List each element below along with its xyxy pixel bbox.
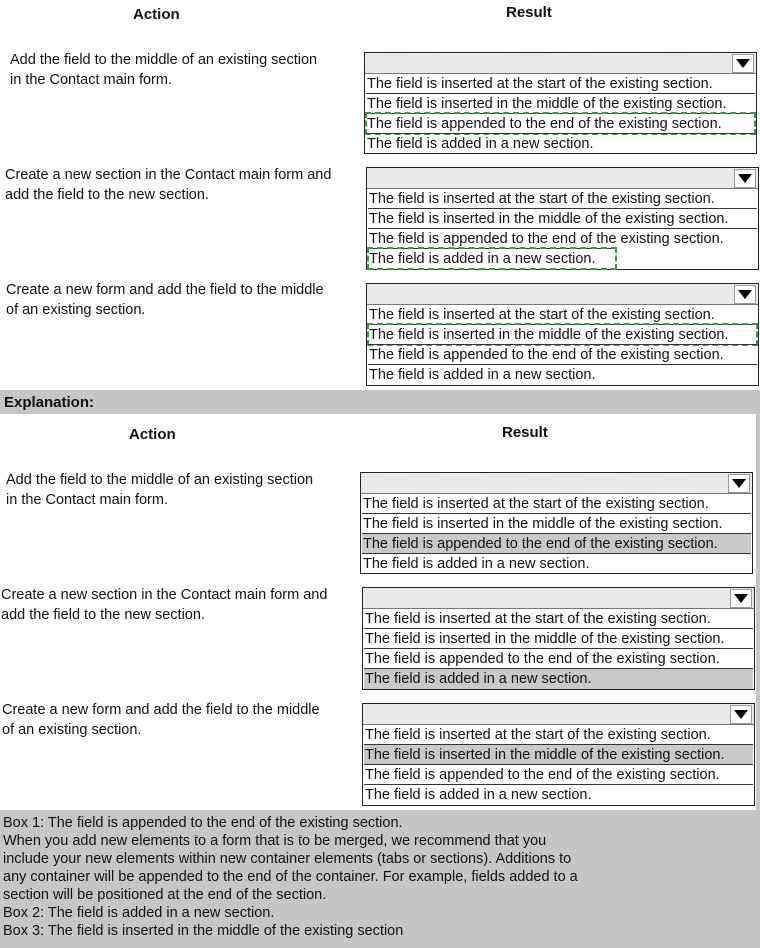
dropdown-option[interactable]: The field is inserted in the middle of the existing section.	[368, 208, 757, 229]
result-dropdown-2[interactable]	[366, 167, 759, 270]
dropdown-option[interactable]: The field is appended to the end of the existing section.	[366, 113, 755, 134]
explanation-action-text-2	[1, 585, 327, 625]
dropdown-option[interactable]: The field is inserted at the start of the existing section.	[365, 727, 711, 743]
action-line: Add the field to the middle of an existing section	[10, 52, 318, 68]
dropdown-option[interactable]: The field is added in a new section.	[368, 248, 616, 269]
dropdown-header[interactable]	[363, 588, 754, 609]
explanation-action-text-3	[2, 700, 320, 740]
result-dropdown-3[interactable]	[366, 283, 759, 386]
dropdown-option[interactable]: The field is inserted in the middle of the existing section.	[364, 628, 753, 649]
dropdown-option[interactable]: The field is inserted in the middle of the existing section.	[362, 513, 751, 534]
dropdown-option[interactable]: The field is added in a new section.	[368, 364, 757, 385]
dropdown-header[interactable]	[367, 284, 758, 305]
action-line: Create a new form and add the field to the middle	[6, 282, 324, 298]
explanation-action-text-1	[6, 470, 313, 510]
explanation-line: Box 2: The field is added in a new section.	[3, 905, 275, 921]
dropdown-option[interactable]: The field is appended to the end of the existing section.	[364, 764, 753, 785]
explanation-line: any container will be appended to the end of the container. For example, fields added to a	[3, 869, 578, 885]
dropdown-option[interactable]: The field is inserted at the start of the existing section.	[367, 76, 713, 92]
action-line: Create a new section in the Contact main form and	[1, 587, 328, 603]
chevron-down-icon[interactable]	[728, 474, 750, 493]
dropdown-option-selected[interactable]: The field is appended to the end of the existing section.	[362, 533, 751, 554]
chevron-down-icon[interactable]	[734, 169, 756, 188]
dropdown-option[interactable]: The field is added in a new section.	[364, 784, 753, 805]
action-text-3	[6, 280, 324, 320]
dropdown-option[interactable]: The field is inserted at the start of the existing section.	[363, 496, 709, 512]
dropdown-header[interactable]	[363, 704, 754, 725]
dropdown-option[interactable]: The field is inserted at the start of the existing section.	[369, 191, 715, 207]
action-line: of an existing section.	[6, 302, 146, 318]
action-line: Create a new section in the Contact main form and	[5, 167, 332, 183]
explanation-line: When you add new elements to a form that is to be merged, we recommend that you	[3, 833, 547, 849]
action-line: add the field to the new section.	[5, 187, 209, 203]
dropdown-option[interactable]: The field is appended to the end of the existing section.	[364, 648, 753, 669]
action-line: in the Contact main form.	[10, 72, 172, 88]
explanation-result-header: Result	[502, 424, 548, 441]
result-header: Result	[506, 4, 552, 21]
chevron-down-icon[interactable]	[730, 589, 752, 608]
action-line: Create a new form and add the field to the middle	[2, 702, 320, 718]
explanation-line: Box 1: The field is appended to the end of the existing section.	[3, 815, 403, 831]
action-text-2	[5, 165, 331, 205]
answer-dropdown-2[interactable]	[362, 587, 755, 690]
action-line: of an existing section.	[2, 722, 142, 738]
dropdown-option[interactable]: The field is inserted in the middle of the existing section.	[366, 93, 755, 114]
action-header: Action	[133, 6, 180, 23]
answer-dropdown-3[interactable]	[362, 703, 755, 806]
chevron-down-icon[interactable]	[732, 54, 754, 73]
explanation-line: include your new elements within new container elements (tabs or sections). Additions to	[3, 851, 572, 867]
dropdown-option[interactable]: The field is inserted at the start of the existing section.	[369, 307, 715, 323]
dropdown-header[interactable]	[367, 168, 758, 189]
dropdown-option[interactable]: The field is added in a new section.	[362, 553, 751, 574]
explanation-action-header: Action	[129, 426, 176, 443]
dropdown-header[interactable]	[365, 53, 756, 74]
result-dropdown-1[interactable]	[364, 52, 757, 154]
explanation-title: Explanation:	[4, 394, 95, 411]
dropdown-option[interactable]: The field is appended to the end of the existing section.	[368, 228, 757, 249]
action-text-1	[10, 50, 317, 90]
explanation-line: section will be positioned at the end of the section.	[3, 887, 327, 903]
chevron-down-icon[interactable]	[730, 705, 752, 724]
action-line: Add the field to the middle of an existing section	[6, 472, 314, 488]
dropdown-option[interactable]: The field is inserted at the start of the existing section.	[365, 611, 711, 627]
explanation-text	[3, 814, 578, 940]
dropdown-option-selected[interactable]: The field is inserted in the middle of the existing section.	[364, 744, 753, 765]
chevron-down-icon[interactable]	[734, 285, 756, 304]
explanation-line: Box 3: The field is inserted in the middle of the existing section	[3, 923, 404, 939]
dropdown-option[interactable]: The field is appended to the end of the existing section.	[368, 344, 757, 365]
dropdown-option[interactable]: The field is inserted in the middle of the existing section.	[368, 324, 757, 345]
answer-dropdown-1[interactable]	[360, 472, 753, 574]
action-line: add the field to the new section.	[1, 607, 205, 623]
dropdown-option-selected[interactable]: The field is added in a new section.	[364, 668, 753, 689]
dropdown-header[interactable]	[361, 473, 752, 494]
dropdown-option[interactable]: The field is added in a new section.	[366, 133, 755, 154]
action-line: in the Contact main form.	[6, 492, 168, 508]
